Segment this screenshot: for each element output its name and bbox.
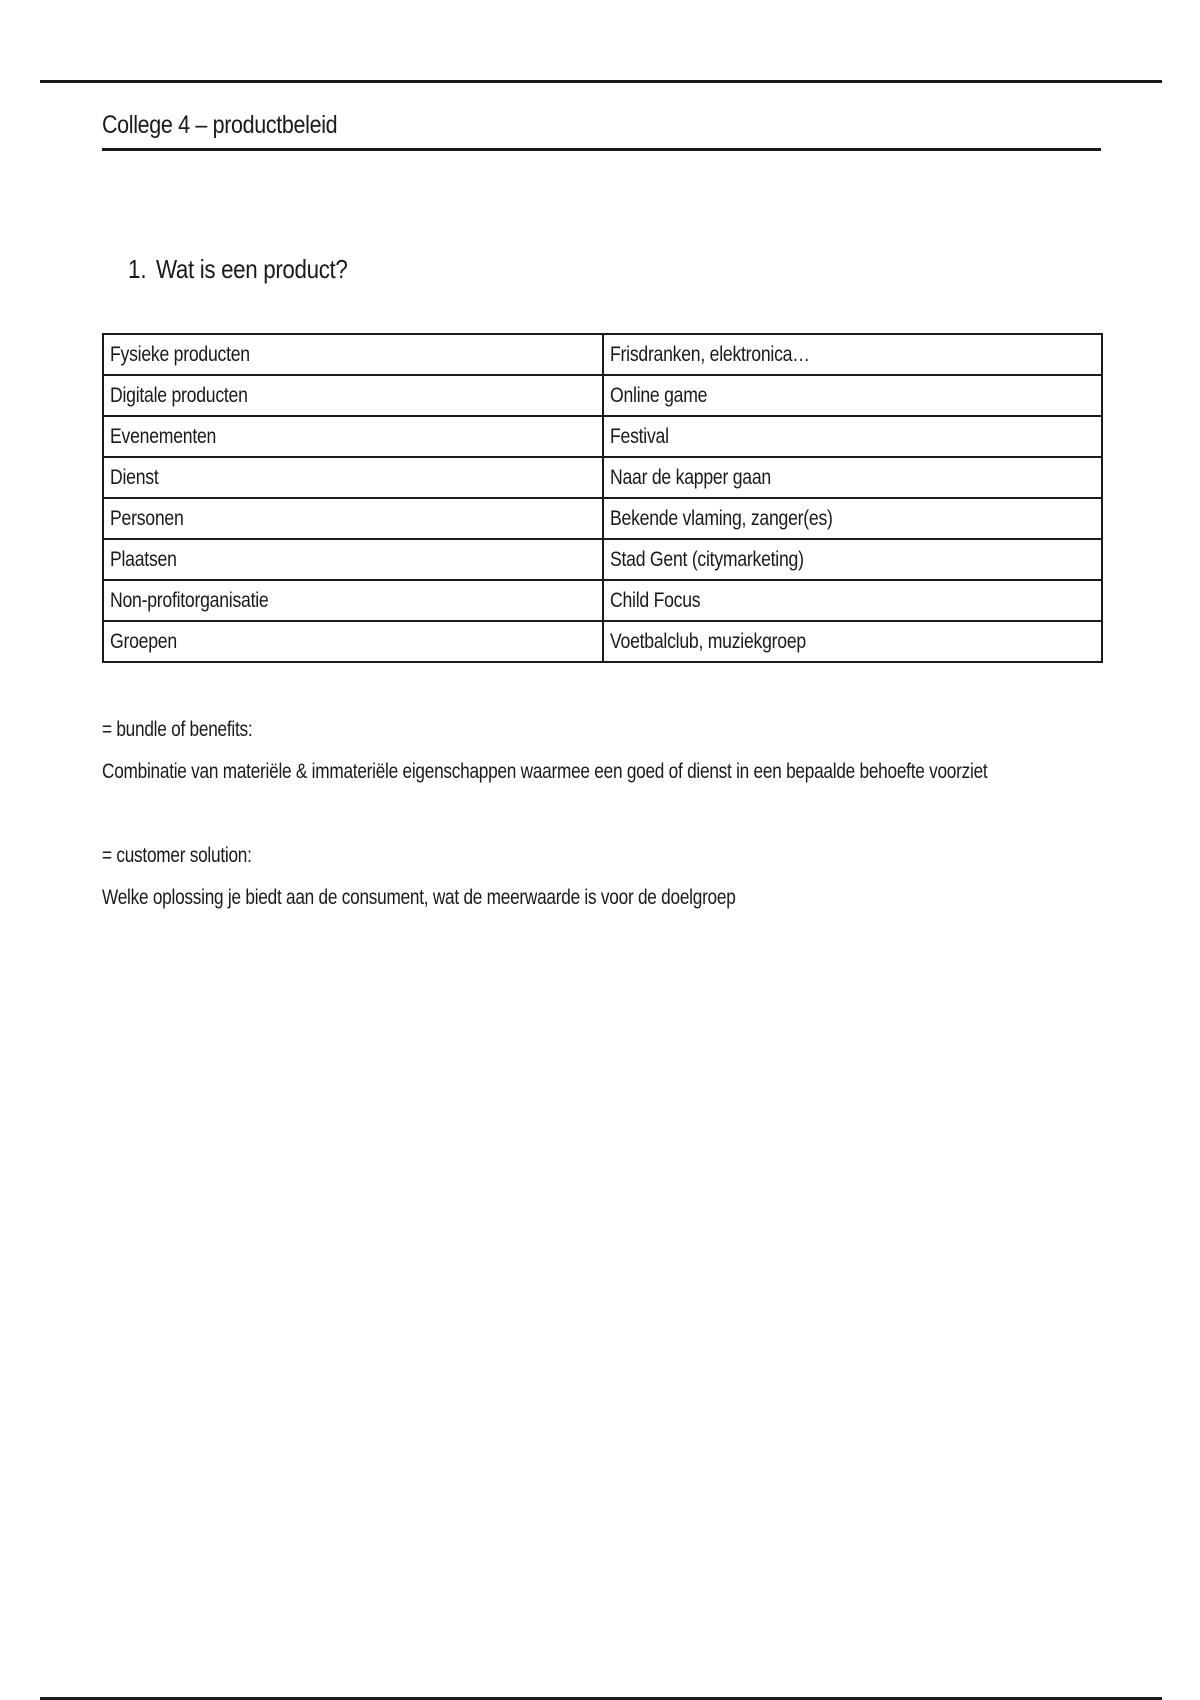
table-cell-example bbox=[603, 457, 1102, 498]
table-cell-example bbox=[603, 498, 1102, 539]
table-cell-type bbox=[103, 334, 603, 375]
table-cell-type bbox=[103, 580, 603, 621]
definition-text bbox=[102, 877, 1101, 919]
cell-text: Evenementen bbox=[110, 425, 217, 448]
table-cell-example bbox=[603, 539, 1102, 580]
table-row bbox=[103, 539, 1102, 580]
cell-text: Festival bbox=[610, 425, 669, 448]
definition-customer-solution bbox=[102, 835, 1101, 919]
cell-text: Digitale producten bbox=[110, 384, 248, 407]
table-cell-example bbox=[603, 416, 1102, 457]
table-cell-type bbox=[103, 498, 603, 539]
table-cell-type bbox=[103, 375, 603, 416]
cell-text: Bekende vlaming, zanger(es) bbox=[610, 507, 833, 530]
cell-text: Plaatsen bbox=[110, 548, 177, 571]
table-cell-type bbox=[103, 539, 603, 580]
section-heading bbox=[128, 252, 1101, 286]
table-row bbox=[103, 457, 1102, 498]
table-cell-example bbox=[603, 334, 1102, 375]
definition-text bbox=[102, 751, 1101, 793]
cell-text: Groepen bbox=[110, 630, 177, 653]
document-title-block bbox=[102, 108, 1101, 151]
section-number: 1. bbox=[128, 254, 147, 284]
definition-label-text: = bundle of benefits: bbox=[102, 718, 253, 741]
product-types-table bbox=[102, 333, 1103, 663]
table-row bbox=[103, 498, 1102, 539]
table-row bbox=[103, 580, 1102, 621]
definition-body-text: Combinatie van materiële & immateriële eigenschappen waarmee een goed of dienst in een bepaalde behoefte voorziet bbox=[102, 760, 988, 783]
cell-text: Fysieke producten bbox=[110, 343, 250, 366]
table-row bbox=[103, 416, 1102, 457]
cell-text: Child Focus bbox=[610, 589, 701, 612]
table-cell-type bbox=[103, 621, 603, 662]
table-cell-example bbox=[603, 580, 1102, 621]
table-row bbox=[103, 375, 1102, 416]
table-cell-type bbox=[103, 416, 603, 457]
page-top-rule bbox=[40, 80, 1162, 83]
definition-body-text: Welke oplossing je biedt aan de consument, wat de meerwaarde is voor de doelgroep bbox=[102, 886, 736, 909]
table-cell-type bbox=[103, 457, 603, 498]
definition-label bbox=[102, 709, 1101, 751]
table-cell-example bbox=[603, 621, 1102, 662]
table-cell-example bbox=[603, 375, 1102, 416]
definition-bundle-of-benefits bbox=[102, 709, 1101, 793]
table-row bbox=[103, 334, 1102, 375]
definition-label-text: = customer solution: bbox=[102, 844, 252, 867]
definition-label bbox=[102, 835, 1101, 877]
cell-text: Personen bbox=[110, 507, 184, 530]
cell-text: Online game bbox=[610, 384, 708, 407]
cell-text: Dienst bbox=[110, 466, 159, 489]
table-row bbox=[103, 621, 1102, 662]
document-content bbox=[102, 108, 1101, 919]
document-title: College 4 – productbeleid bbox=[102, 111, 338, 139]
cell-text: Voetbalclub, muziekgroep bbox=[610, 630, 806, 653]
cell-text: Frisdranken, elektronica… bbox=[610, 343, 810, 366]
cell-text: Non-profitorganisatie bbox=[110, 589, 269, 612]
cell-text: Stad Gent (citymarketing) bbox=[610, 548, 804, 571]
cell-text: Naar de kapper gaan bbox=[610, 466, 771, 489]
section-heading-text: Wat is een product? bbox=[156, 254, 348, 284]
